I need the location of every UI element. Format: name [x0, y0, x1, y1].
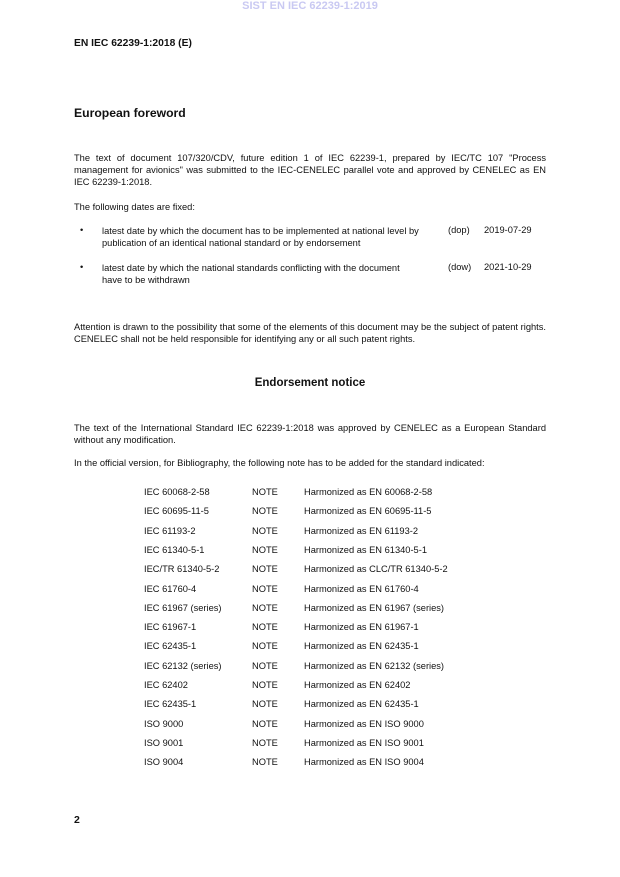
- note-label: NOTE: [252, 641, 278, 652]
- note-label: NOTE: [252, 602, 278, 613]
- harmonized-as: Harmonized as EN 61967-1: [304, 622, 419, 633]
- standard: ISO 9004: [144, 757, 184, 768]
- date-code: (dow): [448, 262, 472, 272]
- harmonized-as: Harmonized as EN 62132 (series): [304, 660, 445, 671]
- standard: IEC 62435-1: [144, 699, 197, 710]
- harmonized-as: Harmonized as EN 60695-11-5: [304, 506, 432, 517]
- standard: IEC/TR 61340-5-2: [144, 564, 220, 575]
- date-description: latest date by which the national standards conflicting with the document have to be withdrawn: [102, 263, 400, 285]
- bibliography-intro: In the official version, for Bibliography, the following note has to be added for the standard indicated:: [74, 458, 485, 468]
- standard: ISO 9000: [144, 718, 184, 729]
- note-label: NOTE: [252, 680, 278, 690]
- standard: IEC 61967-1: [144, 622, 197, 633]
- harmonized-as: Harmonized as CLC/TR 61340-5-2: [304, 564, 448, 575]
- harmonized-as: Harmonized as EN ISO 9000: [304, 718, 424, 729]
- note-label: NOTE: [252, 525, 278, 536]
- date-code: (dop): [448, 225, 470, 235]
- dates-intro: The following dates are fixed:: [74, 202, 195, 212]
- note-label: NOTE: [252, 564, 278, 575]
- standard: IEC 61760-4: [144, 583, 197, 594]
- harmonized-as: Harmonized as EN 61193-2: [304, 525, 419, 536]
- harmonized-as: Harmonized as EN 62435-1: [304, 641, 419, 652]
- standard: ISO 9001: [144, 737, 184, 748]
- standard: IEC 61340-5-1: [144, 544, 205, 555]
- note-label: NOTE: [252, 699, 278, 710]
- note-label: NOTE: [252, 622, 278, 633]
- note-label: NOTE: [252, 718, 278, 729]
- note-label: NOTE: [252, 544, 278, 555]
- standard: IEC 60695-11-5: [144, 506, 209, 517]
- standard: IEC 62435-1: [144, 641, 197, 652]
- note-label: NOTE: [252, 660, 278, 671]
- date-value: 2019-07-29: [484, 225, 532, 235]
- note-label: NOTE: [252, 757, 278, 768]
- foreword-paragraph: The text of document 107/320/CDV, future edition 1 of IEC 62239-1, prepared by IEC/TC 107 "Process management for avionics" was submitted to the IEC-CENELEC parallel vote and approved by CENELEC as EN IEC 62239-1:2018.: [74, 153, 546, 187]
- note-label: NOTE: [252, 506, 278, 517]
- patent-notice: Attention is drawn to the possibility that some of the elements of this document may be the subject of patent rights. CENELEC shall not be held responsible for identifying any or all such patent rights.: [74, 322, 546, 344]
- standard: IEC 60068-2-58: [144, 487, 210, 497]
- foreword-title: European foreword: [74, 106, 186, 120]
- harmonized-as: Harmonized as EN 60068-2-58: [304, 487, 433, 497]
- standard: IEC 62402: [144, 680, 188, 690]
- harmonized-as: Harmonized as EN 61340-5-1: [304, 544, 427, 555]
- harmonized-as: Harmonized as EN 62435-1: [304, 699, 419, 710]
- watermark: SIST EN IEC 62239-1:2019: [242, 0, 378, 12]
- harmonized-as: Harmonized as EN ISO 9001: [304, 737, 424, 748]
- date-value: 2021-10-29: [484, 262, 532, 272]
- bullet: •: [80, 225, 84, 235]
- note-label: NOTE: [252, 737, 278, 748]
- standard: IEC 61967 (series): [144, 602, 222, 613]
- endorsement-paragraph: The text of the International Standard IEC 62239-1:2018 was approved by CENELEC as a European Standard without any modification.: [74, 423, 546, 445]
- endorsement-title: Endorsement notice: [254, 377, 366, 389]
- document-header: EN IEC 62239-1:2018 (E): [74, 38, 192, 49]
- page-number: 2: [74, 814, 80, 826]
- harmonized-as: Harmonized as EN 62402: [304, 680, 411, 690]
- bullet: •: [80, 262, 84, 272]
- standard: IEC 61193-2: [144, 525, 196, 536]
- standard: IEC 62132 (series): [144, 660, 222, 671]
- date-description: latest date by which the document has to be implemented at national level by publication of an identical national standard or by endorsement: [102, 226, 419, 248]
- note-label: NOTE: [252, 487, 278, 497]
- harmonized-as: Harmonized as EN ISO 9004: [304, 757, 424, 768]
- harmonized-as: Harmonized as EN 61760-4: [304, 583, 419, 594]
- note-label: NOTE: [252, 583, 278, 594]
- harmonized-as: Harmonized as EN 61967 (series): [304, 602, 445, 613]
